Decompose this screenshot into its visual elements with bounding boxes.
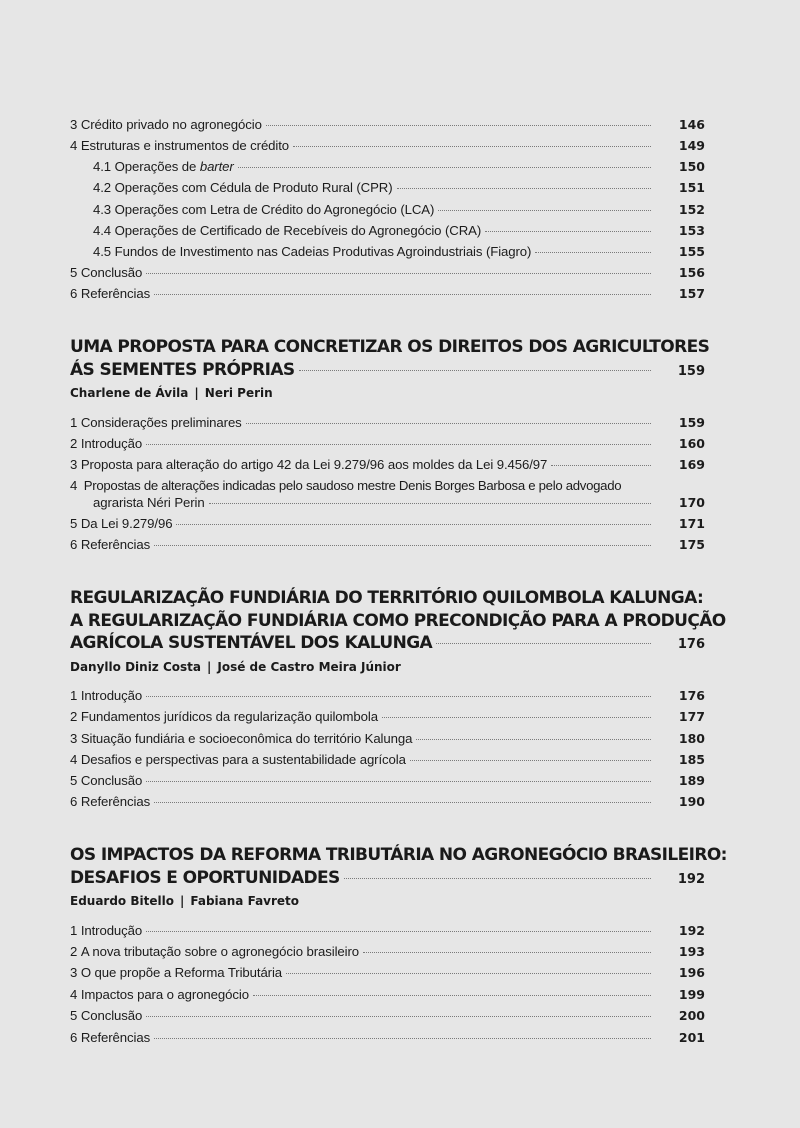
entry-label: Estruturas e instrumentos de crédito [80, 138, 290, 153]
chapter-title: OS IMPACTOS DA REFORMA TRIBUTÁRIA NO AGRONEGÓCIO BRASILEIRO: DESAFIOS E OPORTUNIDADES 192 [70, 844, 705, 891]
entry-label: Referências [80, 537, 151, 552]
dot-leader [397, 188, 651, 189]
entry-number: 1 [70, 688, 78, 703]
entry-number: 4 [70, 478, 78, 493]
dot-leader [154, 545, 651, 546]
dot-leader [266, 125, 651, 126]
chapter-authors [70, 384, 705, 402]
entry-page: 150 [678, 159, 705, 174]
entry-number: 4.2 [93, 180, 112, 195]
toc-entry[interactable] [70, 687, 705, 704]
dot-leader [246, 423, 651, 424]
toc-entry[interactable] [70, 285, 705, 302]
entry-page: 200 [678, 1008, 705, 1023]
dot-leader [363, 952, 651, 953]
author-name: José de Castro Meira Júnior [217, 659, 401, 674]
entry-number: 4 [70, 752, 78, 767]
entry-label-italic: barter [199, 159, 234, 174]
dot-leader [146, 1016, 651, 1017]
entry-page: 160 [678, 436, 705, 451]
entry-number: 3 [70, 117, 78, 132]
toc-entry[interactable] [70, 1007, 705, 1024]
entry-number: 2 [70, 944, 78, 959]
dot-leader [146, 444, 651, 445]
entry-number: 5 [70, 516, 78, 531]
toc-entry[interactable] [70, 1029, 705, 1046]
chapter-authors [70, 658, 705, 676]
dot-leader [535, 252, 651, 253]
toc-subentry[interactable] [93, 158, 705, 175]
toc-subentry[interactable] [93, 201, 705, 218]
author-name: Charlene de Ávila [70, 386, 189, 400]
toc-entry[interactable] [70, 730, 705, 747]
dot-leader [253, 995, 651, 996]
toc-entry[interactable] [70, 137, 705, 154]
toc-entry[interactable] [70, 456, 705, 473]
chapter-heading[interactable] [70, 844, 727, 910]
dot-leader [286, 973, 651, 974]
dot-leader [485, 231, 651, 232]
dot-leader [410, 760, 651, 761]
dot-leader [438, 210, 651, 211]
entry-number: 4.1 [93, 159, 112, 174]
entry-page: 180 [678, 731, 705, 746]
entry-page: 170 [678, 495, 705, 510]
entry-label-continued: agrarista Néri Perin [93, 495, 205, 510]
entry-label: Conclusão [80, 1008, 143, 1023]
entry-label: Crédito privado no agronegócio [80, 117, 262, 132]
entry-page: 159 [678, 415, 705, 430]
entry-page: 189 [678, 773, 705, 788]
entry-page: 156 [678, 265, 705, 280]
entry-number: 2 [70, 709, 78, 724]
entry-label: Considerações preliminares [80, 415, 242, 430]
entry-page: 185 [678, 752, 705, 767]
entry-number: 6 [70, 1030, 78, 1045]
toc-entry[interactable] [70, 708, 705, 725]
author-name: Neri Perin [204, 386, 273, 400]
entry-page: 152 [678, 202, 705, 217]
chapter-authors [70, 892, 705, 910]
entry-page: 177 [678, 709, 705, 724]
entry-page: 201 [678, 1030, 705, 1045]
chapter-page: 192 [677, 871, 705, 887]
entry-page: 196 [678, 965, 705, 980]
entry-page: 157 [678, 286, 705, 301]
entry-number: 3 [70, 965, 78, 980]
author-separator: | [179, 894, 185, 908]
entry-page: 146 [678, 117, 705, 132]
entry-number: 4.3 [93, 202, 112, 217]
dot-leader [293, 146, 651, 147]
entry-number: 5 [70, 773, 78, 788]
dot-leader [436, 643, 651, 644]
author-name: Eduardo Bitello [70, 894, 174, 908]
entry-label: Propostas de alterações indicadas pelo saudoso mestre Denis Borges Barbosa e pelo advogado [83, 478, 622, 493]
entry-number: 3 [70, 457, 78, 472]
toc-entry[interactable] [70, 477, 705, 511]
toc-entry[interactable] [70, 515, 705, 532]
entry-number: 3 [70, 731, 78, 746]
dot-leader [344, 878, 651, 879]
entry-label: A nova tributação sobre o agronegócio brasileiro [80, 944, 359, 959]
entry-page: 199 [678, 987, 705, 1002]
entry-page: 175 [678, 537, 705, 552]
chapter-page: 159 [677, 363, 705, 379]
dot-leader [154, 802, 651, 803]
entry-number: 1 [70, 923, 78, 938]
entry-number: 4 [70, 138, 78, 153]
entry-page: 153 [678, 223, 705, 238]
entry-label: Introdução [80, 688, 143, 703]
entry-label: Operações com Cédula de Produto Rural (CPR) [114, 180, 393, 195]
author-separator: | [207, 659, 212, 674]
entry-page: 151 [678, 180, 705, 195]
entry-page: 171 [678, 516, 705, 531]
dot-leader [299, 370, 651, 371]
toc-subentry[interactable] [93, 243, 705, 260]
entry-number: 6 [70, 537, 78, 552]
entry-label: Referências [80, 286, 151, 301]
dot-leader [209, 503, 651, 504]
dot-leader [146, 273, 651, 274]
dot-leader [176, 524, 651, 525]
entry-number: 6 [70, 794, 78, 809]
author-name: Danyllo Diniz Costa [70, 659, 201, 674]
dot-leader [382, 717, 651, 718]
entry-number: 2 [70, 436, 78, 451]
chapter-page: 176 [677, 637, 705, 652]
entry-number: 4 [70, 987, 78, 1002]
author-separator: | [194, 386, 199, 400]
entry-page: 149 [678, 138, 705, 153]
toc-subentry[interactable] [93, 179, 705, 196]
entry-label: O que propõe a Reforma Tributária [80, 965, 283, 980]
toc-entry[interactable] [70, 116, 705, 133]
toc-entry[interactable] [70, 264, 705, 281]
entry-number: 4.4 [93, 223, 112, 238]
entry-label: Operações de barter [114, 159, 234, 174]
entry-label: Fundamentos jurídicos da regularização quilombola [80, 709, 378, 724]
entry-label: Conclusão [80, 773, 143, 788]
dot-leader [154, 294, 651, 295]
entry-label: Introdução [80, 436, 143, 451]
dot-leader [146, 696, 651, 697]
entry-page: 190 [678, 794, 705, 809]
toc-entry[interactable] [70, 751, 705, 768]
entry-label: Operações de Certificado de Recebíveis do Agronegócio (CRA) [114, 223, 482, 238]
entry-label: Introdução [80, 923, 143, 938]
entry-page: 193 [678, 944, 705, 959]
toc-entry[interactable] [70, 772, 705, 789]
toc-entry[interactable] [70, 922, 705, 939]
entry-number: 6 [70, 286, 78, 301]
entry-label: Fundos de Investimento nas Cadeias Produtivas Agroindustriais (Fiagro) [114, 244, 532, 259]
dot-leader [551, 465, 651, 466]
entry-label: Referências [80, 1030, 151, 1045]
entry-label: Desafios e perspectivas para a sustentabilidade agrícola [80, 752, 406, 767]
chapter-heading[interactable] [70, 587, 726, 676]
entry-page: 155 [678, 244, 705, 259]
entry-number: 5 [70, 265, 78, 280]
entry-label: Proposta para alteração do artigo 42 da Lei 9.279/96 aos moldes da Lei 9.456/97 [80, 457, 548, 472]
toc-entry[interactable] [70, 536, 705, 553]
dot-leader [416, 739, 651, 740]
entry-number: 5 [70, 1008, 78, 1023]
entry-number: 1 [70, 415, 78, 430]
chapter-title: REGULARIZAÇÃO FUNDIÁRIA DO TERRITÓRIO QUILOMBOLA KALUNGA: A REGULARIZAÇÃO FUNDIÁRIA COMO PRECONDIÇÃO PARA A PRODUÇÃO AGRÍCOLA SUSTENTÁVEL DOS KALUNGA 176 [70, 587, 705, 657]
toc-entry[interactable] [70, 414, 705, 431]
entry-label: Da Lei 9.279/96 [80, 516, 173, 531]
entry-label: Operações com Letra de Crédito do Agronegócio (LCA) [114, 202, 435, 217]
entry-page: 192 [678, 923, 705, 938]
entry-label: Situação fundiária e socioeconômica do território Kalunga [80, 731, 413, 746]
toc-entry[interactable] [70, 793, 705, 810]
toc-entry[interactable] [70, 435, 705, 452]
entry-label: Impactos para o agronegócio [80, 987, 249, 1002]
dot-leader [146, 931, 651, 932]
toc-entry[interactable] [70, 964, 705, 981]
chapter-heading[interactable] [70, 336, 710, 402]
entry-page: 169 [678, 457, 705, 472]
dot-leader [238, 167, 651, 168]
toc-entry[interactable] [70, 986, 705, 1003]
entry-number: 4.5 [93, 244, 112, 259]
dot-leader [154, 1038, 651, 1039]
entry-label: Referências [80, 794, 151, 809]
dot-leader [146, 781, 651, 782]
toc-subentry[interactable] [93, 222, 705, 239]
entry-label: Conclusão [80, 265, 143, 280]
entry-page: 176 [678, 688, 705, 703]
toc-entry[interactable] [70, 943, 705, 960]
chapter-title: UMA PROPOSTA PARA CONCRETIZAR OS DIREITOS DOS AGRICULTORES ÁS SEMENTES PRÓPRIAS 159 [70, 336, 705, 383]
author-name: Fabiana Favreto [190, 894, 300, 908]
